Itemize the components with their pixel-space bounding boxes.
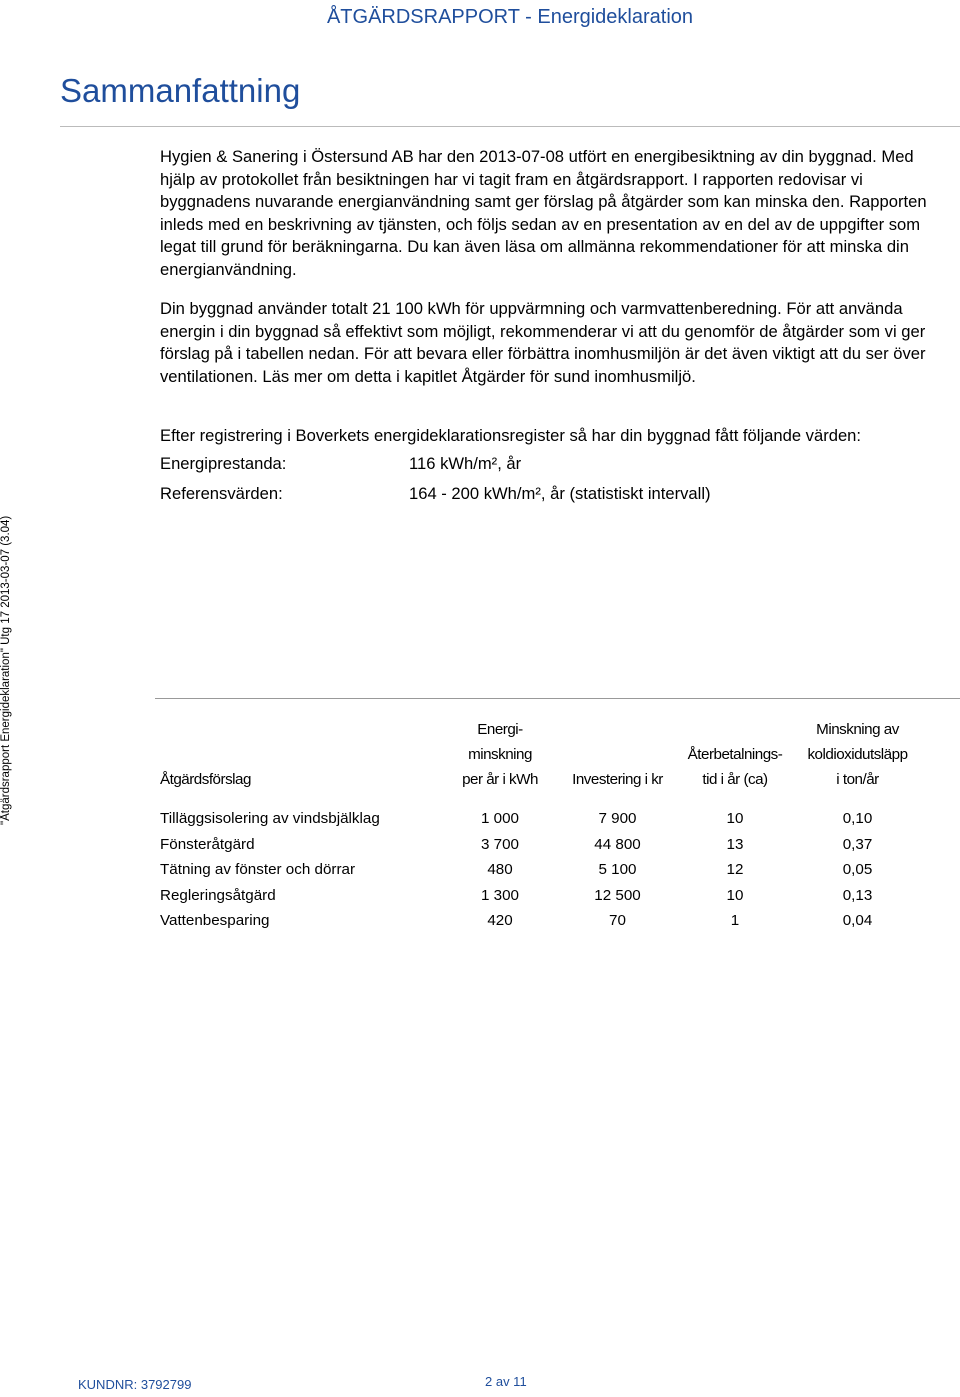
cell-measure: Vattenbesparing bbox=[160, 912, 270, 929]
cell-measure: Tilläggsisolering av vindsbjälklag bbox=[160, 810, 380, 827]
header-co2-reduction: Minskning av koldioxidutsläpp i ton/år bbox=[807, 721, 908, 788]
reference-values-value: 164 - 200 kWh/m², år (statistiskt intervall) bbox=[409, 484, 711, 504]
header-payback: Återbetalnings- tid i år (ca) bbox=[687, 746, 783, 788]
cell-investment: 12 500 bbox=[594, 886, 641, 904]
cell-energy-reduction: 3 700 bbox=[480, 835, 519, 853]
measures-table-body bbox=[160, 806, 960, 934]
reference-values-label: Referensvärden: bbox=[160, 484, 283, 504]
registration-paragraph: Efter registrering i Boverkets energideklarationsregister så har din byggnad fått följande värden: bbox=[160, 426, 862, 445]
cell-investment: 44 800 bbox=[594, 835, 641, 853]
cell-energy-reduction: 480 bbox=[487, 861, 513, 878]
energy-performance-label: Energiprestanda: bbox=[160, 454, 287, 474]
energy-performance-value: 116 kWh/m², år bbox=[409, 454, 522, 474]
cell-co2-reduction: 0,04 bbox=[842, 912, 873, 929]
table-row bbox=[160, 908, 960, 934]
cell-investment: 7 900 bbox=[598, 810, 637, 827]
table-row bbox=[160, 832, 960, 858]
cell-payback: 13 bbox=[726, 835, 744, 853]
cell-investment: 70 bbox=[609, 912, 626, 929]
energy-performance-row bbox=[160, 452, 950, 478]
cell-payback: 10 bbox=[726, 810, 744, 827]
page-number: 2 av 11 bbox=[485, 1374, 527, 1389]
report-header-title: ÅTGÄRDSRAPPORT - Energideklaration bbox=[326, 6, 694, 28]
cell-payback: 10 bbox=[726, 886, 744, 904]
reference-values-row bbox=[160, 482, 950, 508]
cell-co2-reduction: 0,10 bbox=[842, 810, 873, 827]
registration-section bbox=[160, 425, 950, 508]
cell-co2-reduction: 0,05 bbox=[842, 861, 873, 878]
table-row bbox=[160, 857, 960, 883]
cell-energy-reduction: 1 000 bbox=[480, 810, 519, 827]
header-energy-reduction: Energi- minskning per år i kWh bbox=[462, 721, 538, 788]
header-measure: Åtgärdsförslag bbox=[160, 771, 251, 788]
cell-payback: 1 bbox=[730, 912, 740, 929]
cell-co2-reduction: 0,37 bbox=[842, 835, 873, 853]
intro-paragraph: Hygien & Sanering i Östersund AB har den 2013-07-08 utfört en energibesiktning av din byggnad. Med hjälp av protokollet från besiktningen har vi tagit fram en åtgärdsrapport. I rapporten redovisar vi byggnadens nuvarande energianvändning samt ger förslag på åtgärder som kan minska den. Rapporten inleds med en beskrivning av tjänsten, och följs sedan av en presentation av en del av de uppgifter som legat till grund för beräkningarna. Du kan även läsa om allmänna rekommendationer för att minska din energianvändning. bbox=[160, 147, 927, 279]
cell-measure: Regleringsåtgärd bbox=[160, 886, 276, 904]
customer-number: KUNDNR: 3792799 bbox=[78, 1377, 192, 1392]
cell-energy-reduction: 420 bbox=[487, 912, 513, 929]
header-investment: Investering i kr bbox=[572, 771, 663, 788]
table-top-rule bbox=[155, 698, 960, 699]
section-title: Sammanfattning bbox=[60, 72, 301, 109]
cell-payback: 12 bbox=[726, 861, 744, 878]
document-version-note: "Åtgärdsrapport Energideklaration" Utg 17 2013-03-07 (3.04) bbox=[0, 515, 12, 825]
title-divider bbox=[60, 126, 960, 127]
cell-energy-reduction: 1 300 bbox=[480, 886, 519, 904]
cell-measure: Tätning av fönster och dörrar bbox=[160, 861, 356, 878]
measures-table-header bbox=[160, 712, 960, 792]
cell-co2-reduction: 0,13 bbox=[842, 886, 873, 904]
energy-usage-paragraph: Din byggnad använder totalt 21 100 kWh för uppvärmning och varmvattenberedning. För att använda energin i din byggnad så effektivt som möjligt, rekommenderar vi att du genomför de åtgärder som vi ger förslag på i tabellen nedan. För att bevara eller förbättra inomhusmiljön är det även viktigt att du ser över ventilationen. Läs mer om detta i kapitlet Åtgärder för sund inomhusmiljö. bbox=[160, 299, 926, 386]
cell-investment: 5 100 bbox=[598, 861, 637, 878]
table-row bbox=[160, 883, 960, 909]
table-row bbox=[160, 806, 960, 832]
cell-measure: Fönsteråtgärd bbox=[160, 835, 255, 853]
